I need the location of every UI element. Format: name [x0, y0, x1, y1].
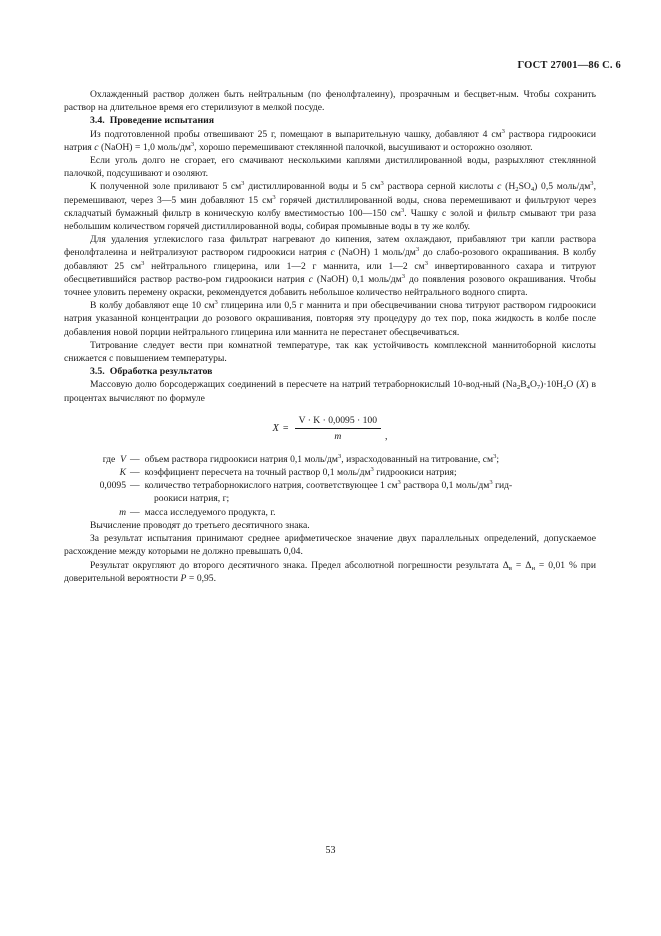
definition-row-K: [64, 466, 596, 479]
text-run: (NaOH) 1 моль/дм: [334, 247, 416, 259]
paragraph-3-4-3: [64, 180, 596, 233]
formula-trailing-comma: ,: [385, 430, 388, 442]
definition-symbol-V: [64, 453, 130, 466]
formula-numerator: V · K · 0,0095 · 100: [295, 414, 381, 429]
superscript-cubic: 3: [590, 180, 594, 188]
paragraph-3-4-1: [64, 128, 596, 154]
text-run: SO: [518, 181, 531, 193]
superscript-cubic: 3: [489, 479, 493, 487]
text-run: ) 0,5 моль/дм: [534, 181, 591, 193]
superscript-cubic: 3: [401, 272, 406, 280]
text-run: раствора гидроокиси натрия: [64, 128, 596, 153]
paragraph-average: За результат испытания принимают среднее арифметическое значение двух параллельных определений, допускаемое расхождение между которыми не должно превышать 0,04.: [64, 533, 596, 558]
text-run: (H: [501, 181, 516, 193]
superscript-cubic: 3: [501, 127, 505, 135]
text-run: O: [529, 379, 537, 391]
symbol-c: с: [497, 181, 502, 193]
superscript-cubic: 3: [397, 479, 401, 487]
definition-text-m: масса исследуемого продукта, г.: [144, 506, 276, 518]
where-label: где: [102, 453, 116, 465]
body-text-column: [64, 88, 596, 585]
text-run: до слабо-розового окрашивания. В колбу добавляют 25 см: [64, 247, 596, 272]
subscript-7: 7: [536, 384, 541, 392]
formula-expression: [273, 414, 388, 443]
text-run: ) в процентах вычисляют по формуле: [64, 379, 596, 404]
definition-symbol-K: [64, 466, 130, 479]
text-run: нейтрального глицерина, или 1—2 г маннита, или 1—2 см: [144, 260, 425, 272]
text-run: Массовую долю борсодержащих соединений в пересчете на натрий тетраборнокислый 10-вод-ный (Na: [90, 379, 517, 391]
symbol-c: с: [330, 247, 335, 259]
definition-dash: —: [130, 480, 140, 492]
text-run: К полученной золе приливают 5 см: [90, 181, 242, 193]
delta-upper: Δ: [502, 559, 509, 571]
section-number-3-4: 3.4.: [90, 115, 105, 127]
superscript-cubic: 3: [400, 206, 405, 214]
text-run: В колбу добавляют еще 10 см: [90, 300, 215, 312]
running-head: ГОСТ 27001—86 С. 6: [517, 60, 621, 71]
text-run: , перемешивают, через 3—5 мин добавляют 15 см: [64, 181, 596, 206]
superscript-cubic: 3: [380, 180, 384, 188]
text-run: коэффициент пересчета на точный раствор 0,1 моль/дм: [144, 467, 371, 479]
text-run: инвертированного сахара и титруют обесцветившийся раствор раство-ром гидроокиси натрия: [64, 260, 596, 285]
superscript-cubic: 3: [272, 193, 276, 201]
definition-row-m: [64, 506, 596, 519]
definition-dash: —: [130, 467, 140, 479]
text-run: Из подготовленной пробы отвешивают 25 г, помещают в выпарительную чашку, добавляют 4 см: [90, 128, 502, 140]
subscript-2: 2: [516, 384, 521, 392]
symbol-V: V: [120, 453, 126, 465]
delta-subscript-n: н: [531, 564, 535, 572]
text-run: , хорошо перемешивают стеклянной палочкой, высушивают и осторожно озоляют.: [194, 141, 533, 153]
section-heading-3-4: [64, 114, 596, 127]
text-run: объем раствора гидроокиси натрия 0,1 моль/дм: [144, 453, 338, 465]
subscript-2: 2: [563, 384, 567, 392]
definition-text-V: [145, 453, 596, 466]
text-run: O (: [566, 379, 580, 391]
definition-text-K: [145, 466, 596, 479]
formula-lhs: X: [272, 422, 279, 434]
symbol-m: m: [119, 506, 126, 518]
section-number-3-5: 3.5.: [90, 366, 105, 378]
text-run: раствора 0,1 моль/дм: [400, 480, 490, 492]
paragraph-3-4-5: [64, 299, 596, 339]
section-heading-3-5: [64, 365, 596, 378]
definition-text-0-0095: [145, 479, 596, 492]
symbol-c: с: [94, 141, 99, 153]
formula-fraction: [293, 414, 383, 443]
text-run: , израсходованный на титрование, см: [341, 453, 494, 465]
text-run: =: [512, 559, 526, 571]
superscript-cubic: 3: [141, 259, 145, 267]
definition-dash: —: [130, 453, 140, 465]
symbol-K: K: [119, 467, 126, 479]
symbol-x: X: [579, 379, 586, 391]
text-run: раствора серной кислоты: [383, 181, 498, 193]
superscript-cubic: 3: [214, 299, 218, 307]
paragraph-rounding: Вычисление проводят до третьего десятичного знака.: [90, 519, 310, 531]
definition-dash: —: [130, 506, 140, 518]
superscript-cubic: 3: [424, 259, 429, 267]
superscript-cubic: 3: [415, 246, 420, 254]
text-run: до появления розового окрашивания. Чтобы точнее уловить перемену окраски, рекомендуется добавить небольшое количество нейтрального водного спирта.: [64, 273, 596, 299]
text-run: Результат округляют до второго десятичного знака. Предел абсолютной погрешности результата: [90, 559, 503, 571]
subscript-4: 4: [526, 384, 530, 392]
text-run: гид-: [492, 480, 513, 492]
section-title-3-5: Обработка результатов: [109, 366, 213, 378]
subscript-2: 2: [515, 186, 519, 194]
definition-row-0-0095: [64, 479, 596, 492]
paragraph-error-limit: [64, 559, 596, 585]
text-run: )·10H: [540, 379, 564, 391]
subscript-4: 4: [530, 186, 535, 194]
paragraph-3-5-1: [64, 378, 596, 404]
section-title-3-4: Проведение испытания: [109, 115, 215, 127]
formula-definition-list: [64, 453, 596, 519]
symbol-P: P: [180, 572, 187, 584]
paragraph-3-4-4: [64, 233, 596, 299]
superscript-cubic: 3: [241, 180, 245, 188]
superscript-cubic: 3: [190, 140, 195, 148]
text-run: горячей дистиллированной воды, снова перемешивают и фильтруют через складчатый бумажный фильтр в коническую колбу вместимостью 100—150 см: [64, 194, 596, 219]
definition-row-V: [64, 453, 596, 466]
text-run: (NaOH) 0,1 моль/дм: [312, 273, 402, 285]
text-run: = 0,95.: [186, 572, 217, 584]
text-run: количество тетраборнокислого натрия, соответствующее 1 см: [144, 480, 398, 492]
definition-symbol-0-0095: 0,0095: [99, 480, 126, 492]
definition-symbol-m: [64, 506, 130, 519]
delta-lower: Δ: [525, 559, 532, 571]
text-run: . Чашку с золой и фильтр смывают три раза небольшим количеством горячей дистиллированной воды, собирая промывные воды в ту же колбу.: [64, 207, 597, 233]
page-folio: 53: [325, 845, 336, 856]
formula-denominator: m: [334, 430, 342, 442]
paragraph-3-4-6: Титрование следует вести при комнатной температуре, так как устойчивость комплексной маннитоборной кислоты снижается с повышением температуры.: [64, 339, 596, 365]
paragraph-3-4-2: Если уголь долго не сгорает, его смачивают несколькими каплями дистиллированной воды, разрыхляют стеклянной палочкой, подсушивают и озоляют.: [64, 155, 596, 180]
symbol-c: с: [308, 273, 313, 285]
text-run: глицерина или 0,5 г маннита и при обесцвечивании снова титруют раствором гидроокиси натрия указанной концентрации до розового окрашивания, повторяя эту процедуру до тех пор, пока жидкость в колбе после добавления новой порции нейтрального глицерина или маннита не перестанет обесцвечиваться.: [64, 300, 596, 338]
delta-subscript-v: в: [508, 564, 512, 572]
paragraph-intro: Охлажденный раствор должен быть нейтральным (по фенолфталеину), прозрачным и бесцвет-ным. Чтобы сохранить раствор на длительное время его стерилизуют в мелкой посуде.: [64, 89, 596, 114]
superscript-cubic: 3: [337, 452, 342, 460]
text-run: Для удаления углекислого газа фильтрат нагревают до кипения, затем охлаждают, прибавляют три капли раствора фенолфталеина и нейтрализуют раствором гидроокиси натрия: [64, 234, 596, 259]
text-run: гидроокиси натрия;: [373, 467, 457, 479]
formula-equals: =: [282, 422, 289, 434]
text-run: (NaOH) = 1,0 моль/дм: [98, 141, 191, 153]
text-run: = 0,01 % при доверительной вероятности: [64, 559, 596, 584]
superscript-cubic: 3: [370, 466, 374, 474]
text-run: дистиллированной воды и 5 см: [244, 181, 381, 193]
text-run: B: [520, 379, 527, 391]
superscript-cubic: 3: [493, 452, 497, 460]
definition-continuation-0-0095: роокиси натрия, г;: [154, 493, 230, 505]
text-run: ;: [496, 453, 500, 465]
formula-block: [64, 414, 596, 443]
